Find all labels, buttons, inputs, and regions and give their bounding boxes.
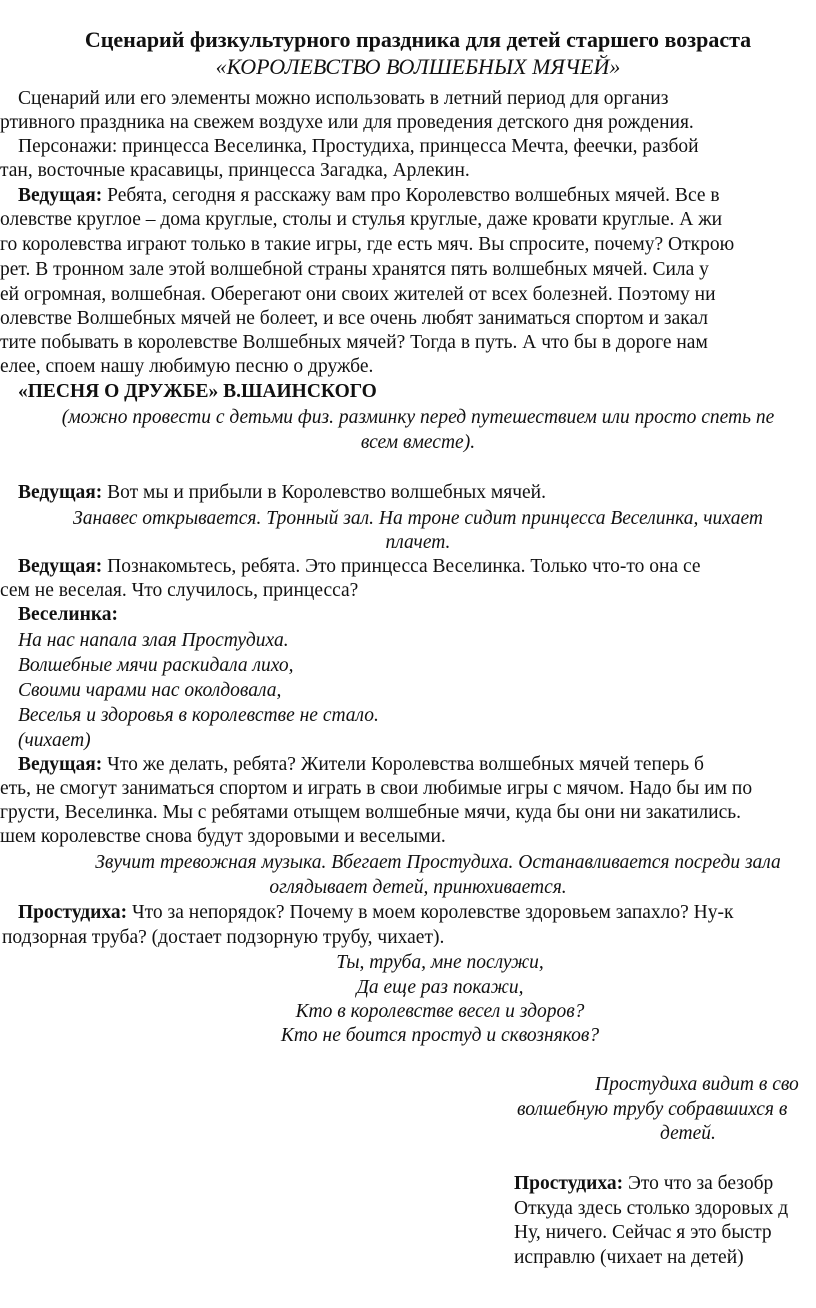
verse-line: Своими чарами нас околдовала,: [18, 680, 282, 701]
paragraph-line: [18, 753, 816, 778]
speaker-label: Простудиха:: [514, 1173, 624, 1194]
intro-line: Сценарий или его элементы можно использовать в летний период для организ: [18, 88, 669, 109]
verse-line: Кто не боится простуд и сквозняков?: [280, 1025, 600, 1046]
paragraph-line: еть, не смогут заниматься спортом и играть в свои любимые игры с мячом. Надо бы им по: [0, 778, 753, 799]
song-title: «ПЕСНЯ О ДРУЖБЕ» В.ШАИНСКОГО: [18, 381, 377, 402]
speaker-label: Ведущая:: [18, 185, 103, 206]
paragraph-line: елее, споем нашу любимую песню о дружбе.: [0, 356, 374, 377]
paragraph-line: [18, 555, 816, 580]
paragraph-text: Что за непорядок? Почему в моем королевстве здоровьем запахло? Ну-к: [127, 902, 734, 923]
characters-line: Персонажи: принцесса Веселинка, Простудиха, принцесса Мечта, феечки, разбой: [18, 136, 699, 157]
characters-line: тан, восточные красавицы, принцесса Загадка, Арлекин.: [0, 160, 470, 181]
paragraph-text: Это что за безобр: [623, 1173, 774, 1194]
stage-direction: Простудиха видит в сво: [595, 1074, 799, 1095]
paragraph-line: грусти, Веселинка. Мы с ребятами отыщем волшебные мячи, куда бы они ни закатились.: [0, 802, 742, 823]
paragraph-text: Познакомьтесь, ребята. Это принцесса Веселинка. Только что-то она се: [102, 556, 701, 577]
stage-direction: детей.: [660, 1123, 716, 1144]
stage-direction: плачет.: [385, 532, 451, 553]
paragraph-text: Ребята, сегодня я расскажу вам про Королевство волшебных мячей. Все в: [102, 185, 720, 206]
verse-line: Да еще раз покажи,: [356, 977, 524, 998]
speaker-label: Ведущая:: [18, 482, 103, 503]
paragraph-text: Что же делать, ребята? Жители Королевства волшебных мячей теперь б: [102, 754, 704, 775]
paragraph-line: [18, 901, 816, 926]
paragraph-line: шем королевстве снова будут здоровыми и веселыми.: [0, 826, 446, 847]
paragraph-line: сем не веселая. Что случилось, принцесса?: [0, 580, 359, 601]
verse-line: На нас напала злая Простудиха.: [18, 630, 289, 651]
stage-direction: (можно провести с детьми физ. разминку перед путешествием или просто спеть пе: [61, 407, 775, 428]
paragraph-line: го королевства играют только в такие игры, где есть мяч. Вы спросите, почему? Открою: [0, 234, 735, 255]
page-subtitle: «КОРОЛЕВСТВО ВОЛШЕБНЫХ МЯЧЕЙ»: [215, 55, 621, 79]
verse-line: Кто в королевстве весел и здоров?: [295, 1001, 585, 1022]
paragraph-line: [18, 184, 816, 209]
paragraph-line: [514, 1172, 816, 1197]
stage-direction: оглядывает детей, принюхивается.: [269, 877, 567, 898]
stage-direction: Звучит тревожная музыка. Вбегает Простудиха. Останавливается посреди зала: [95, 852, 781, 873]
verse-line: Веселья и здоровья в королевстве не стало.: [18, 705, 379, 726]
paragraph-line: олевстве круглое – дома круглые, столы и стулья круглые, даже кровати круглые. А жи: [0, 209, 723, 230]
intro-line: ртивного праздника на свежем воздухе или для проведения детского дня рождения.: [0, 112, 694, 133]
paragraph-line: ей огромная, волшебная. Оберегают они своих жителей от всех болезней. Поэтому ни: [0, 284, 716, 305]
paragraph-line: рет. В тронном зале этой волшебной страны хранятся пять волшебных мячей. Сила у: [0, 259, 709, 280]
paragraph-line: подзорная труба? (достает подзорную трубу, чихает).: [2, 927, 445, 948]
paragraph-line: Ну, ничего. Сейчас я это быстр: [514, 1222, 772, 1243]
speaker-label: Ведущая:: [18, 556, 103, 577]
speaker-label: Веселинка:: [18, 604, 119, 625]
paragraph-line: тите побывать в королевстве Волшебных мячей? Тогда в путь. А что бы в дороге нам: [0, 332, 708, 353]
stage-direction: Занавес открывается. Тронный зал. На троне сидит принцесса Веселинка, чихает: [73, 508, 763, 529]
paragraph-text: Вот мы и прибыли в Королевство волшебных мячей.: [102, 482, 546, 503]
stage-direction: волшебную трубу собравшихся в: [517, 1099, 788, 1120]
speaker-label: Простудиха:: [18, 902, 128, 923]
paragraph-line: олевстве Волшебных мячей не болеет, и все очень любят заниматься спортом и закал: [0, 308, 708, 329]
verse-line: Ты, труба, мне послужи,: [336, 952, 544, 973]
paragraph-line: [18, 481, 816, 506]
verse-line: (чихает): [18, 730, 91, 751]
speaker-label: Ведущая:: [18, 754, 103, 775]
paragraph-line: исправлю (чихает на детей): [514, 1247, 744, 1268]
stage-direction: всем вместе).: [360, 432, 476, 453]
paragraph-line: Откуда здесь столько здоровых д: [514, 1198, 789, 1219]
verse-line: Волшебные мячи раскидала лихо,: [18, 655, 294, 676]
page-title: Сценарий физкультурного праздника для детей старшего возраста: [84, 28, 752, 52]
